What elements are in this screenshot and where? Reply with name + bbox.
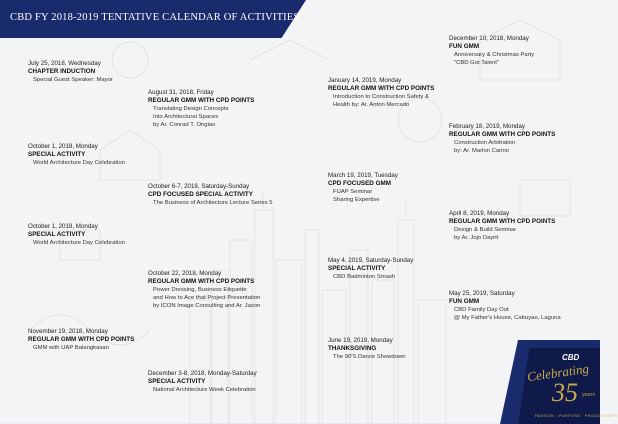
event-13	[449, 123, 555, 155]
event-6	[28, 328, 134, 352]
event-11	[328, 337, 406, 361]
event-type: SPECIAL ACTIVITY	[148, 378, 206, 385]
event-date: January 14, 2019, Monday	[328, 77, 402, 84]
event-detail: Introduction to Construction Safety &	[333, 94, 429, 100]
event-detail: Sharing Expertise	[333, 197, 380, 203]
event-date: May 25, 2019, Saturday	[449, 290, 515, 297]
event-detail: Power Dressing, Business Etiquette	[153, 287, 247, 293]
event-7	[148, 370, 257, 394]
event-detail: National Architecture Week Celebration	[153, 387, 256, 393]
event-date: August 31, 2018, Friday	[148, 89, 214, 96]
event-detail: CBD Family Day Out	[454, 307, 509, 313]
event-detail: by Ar. Jojo Dayrit	[454, 235, 499, 241]
event-type: REGULAR GMM WITH CPD POINTS	[449, 218, 556, 225]
event-detail: @ My Father's House, Cabuyao, Laguna	[454, 315, 561, 321]
event-detail: Construction Arbitration	[454, 140, 516, 146]
tagline: PASSION · PURPOSE · PRODUCTIVITY	[535, 414, 618, 418]
event-detail: The Business of Architecture Lecture Series 5	[153, 200, 273, 206]
event-date: February 18, 2019, Monday	[449, 123, 526, 130]
event-detail: Anniversary & Christmas Party	[454, 52, 535, 58]
event-type: SPECIAL ACTIVITY	[28, 231, 86, 238]
event-2	[28, 143, 125, 167]
anniversary-number: 35	[552, 378, 578, 407]
event-type: REGULAR GMM WITH CPD POINTS	[328, 85, 435, 92]
event-type: CPD FOCUSED SPECIAL ACTIVITY	[148, 191, 253, 198]
event-5	[148, 270, 260, 310]
event-type: REGULAR GMM WITH CPD POINTS	[449, 131, 556, 138]
event-date: October 6-7, 2018, Saturday-Sunday	[148, 183, 250, 190]
event-detail: Into Architectural Spaces	[153, 114, 219, 120]
event-date: December 3-8, 2018, Monday-Saturday	[148, 370, 257, 377]
event-date: June 19, 2019, Monday	[328, 337, 393, 344]
event-8	[328, 77, 434, 109]
event-detail: and How to Ace that Project Presentation	[153, 295, 261, 301]
event-detail: CBD Badminton Smash	[333, 274, 396, 280]
celebrating-text: Celebrating	[526, 360, 590, 385]
cbd-logo: CBD	[562, 353, 580, 362]
event-type: CHAPTER INDUCTION	[28, 68, 96, 75]
event-type: FUN GMM	[449, 298, 480, 305]
event-detail: World Architecture Day Celebration	[33, 240, 125, 246]
event-type: SPECIAL ACTIVITY	[328, 265, 386, 272]
event-1	[148, 89, 254, 129]
event-date: December 10, 2018, Monday	[449, 35, 529, 42]
event-type: REGULAR GMM WITH CPD POINTS	[148, 278, 255, 285]
event-type: FUN GMM	[449, 43, 480, 50]
event-type: REGULAR GMM WITH CPD POINTS	[148, 97, 255, 104]
event-3	[148, 183, 273, 207]
event-detail: FUAP Seminar	[333, 189, 373, 195]
event-date: October 22, 2018, Monday	[148, 270, 222, 277]
event-12	[449, 35, 534, 67]
event-detail: Health by: Ar. Anton Mercado	[333, 102, 410, 108]
event-date: November 19, 2018, Monday	[28, 328, 108, 335]
event-date: July 25, 2018, Wednesday	[28, 60, 101, 67]
event-date: April 8, 2019, Monday	[449, 210, 510, 217]
event-detail: by: Ar. Marlon Carino	[454, 148, 510, 154]
event-type: CPD FOCUSED GMM	[328, 180, 391, 187]
event-detail: Design & Build Seminar	[454, 227, 517, 233]
event-detail: by Ar. Conrad T. Ongiao	[153, 122, 216, 128]
event-detail: by ICON Image Consulting and Ar. Jason	[153, 303, 261, 309]
event-type: REGULAR GMM WITH CPD POINTS	[28, 336, 135, 343]
event-type: THANKSGIVING	[328, 345, 377, 352]
event-date: March 19, 2019, Tuesday	[328, 172, 398, 179]
event-14	[449, 210, 555, 242]
event-detail: Special Guest Speaker: Mayor	[33, 77, 113, 83]
event-9	[328, 172, 398, 204]
event-10	[328, 257, 413, 281]
event-detail: World Architecture Day Celebration	[33, 160, 125, 166]
event-4	[28, 223, 125, 247]
event-detail: Translating Design Concepts	[153, 106, 229, 112]
event-detail: GMM with UAP Balangkasan	[33, 345, 109, 351]
page-title: CBD FY 2018-2019 TENTATIVE CALENDAR OF ACTIVITIES	[10, 12, 300, 23]
event-date: October 1, 2018, Monday	[28, 223, 98, 230]
years-label: years	[582, 392, 595, 398]
event-15	[449, 290, 561, 322]
event-0	[28, 60, 113, 84]
event-type: SPECIAL ACTIVITY	[28, 151, 86, 158]
event-date: October 1, 2018, Monday	[28, 143, 98, 150]
event-date: May 4, 2019, Saturday-Sunday	[328, 257, 414, 264]
event-detail: The 90'S Dance Showdown	[333, 354, 406, 360]
event-detail: "CBD Got Talent"	[454, 60, 499, 66]
